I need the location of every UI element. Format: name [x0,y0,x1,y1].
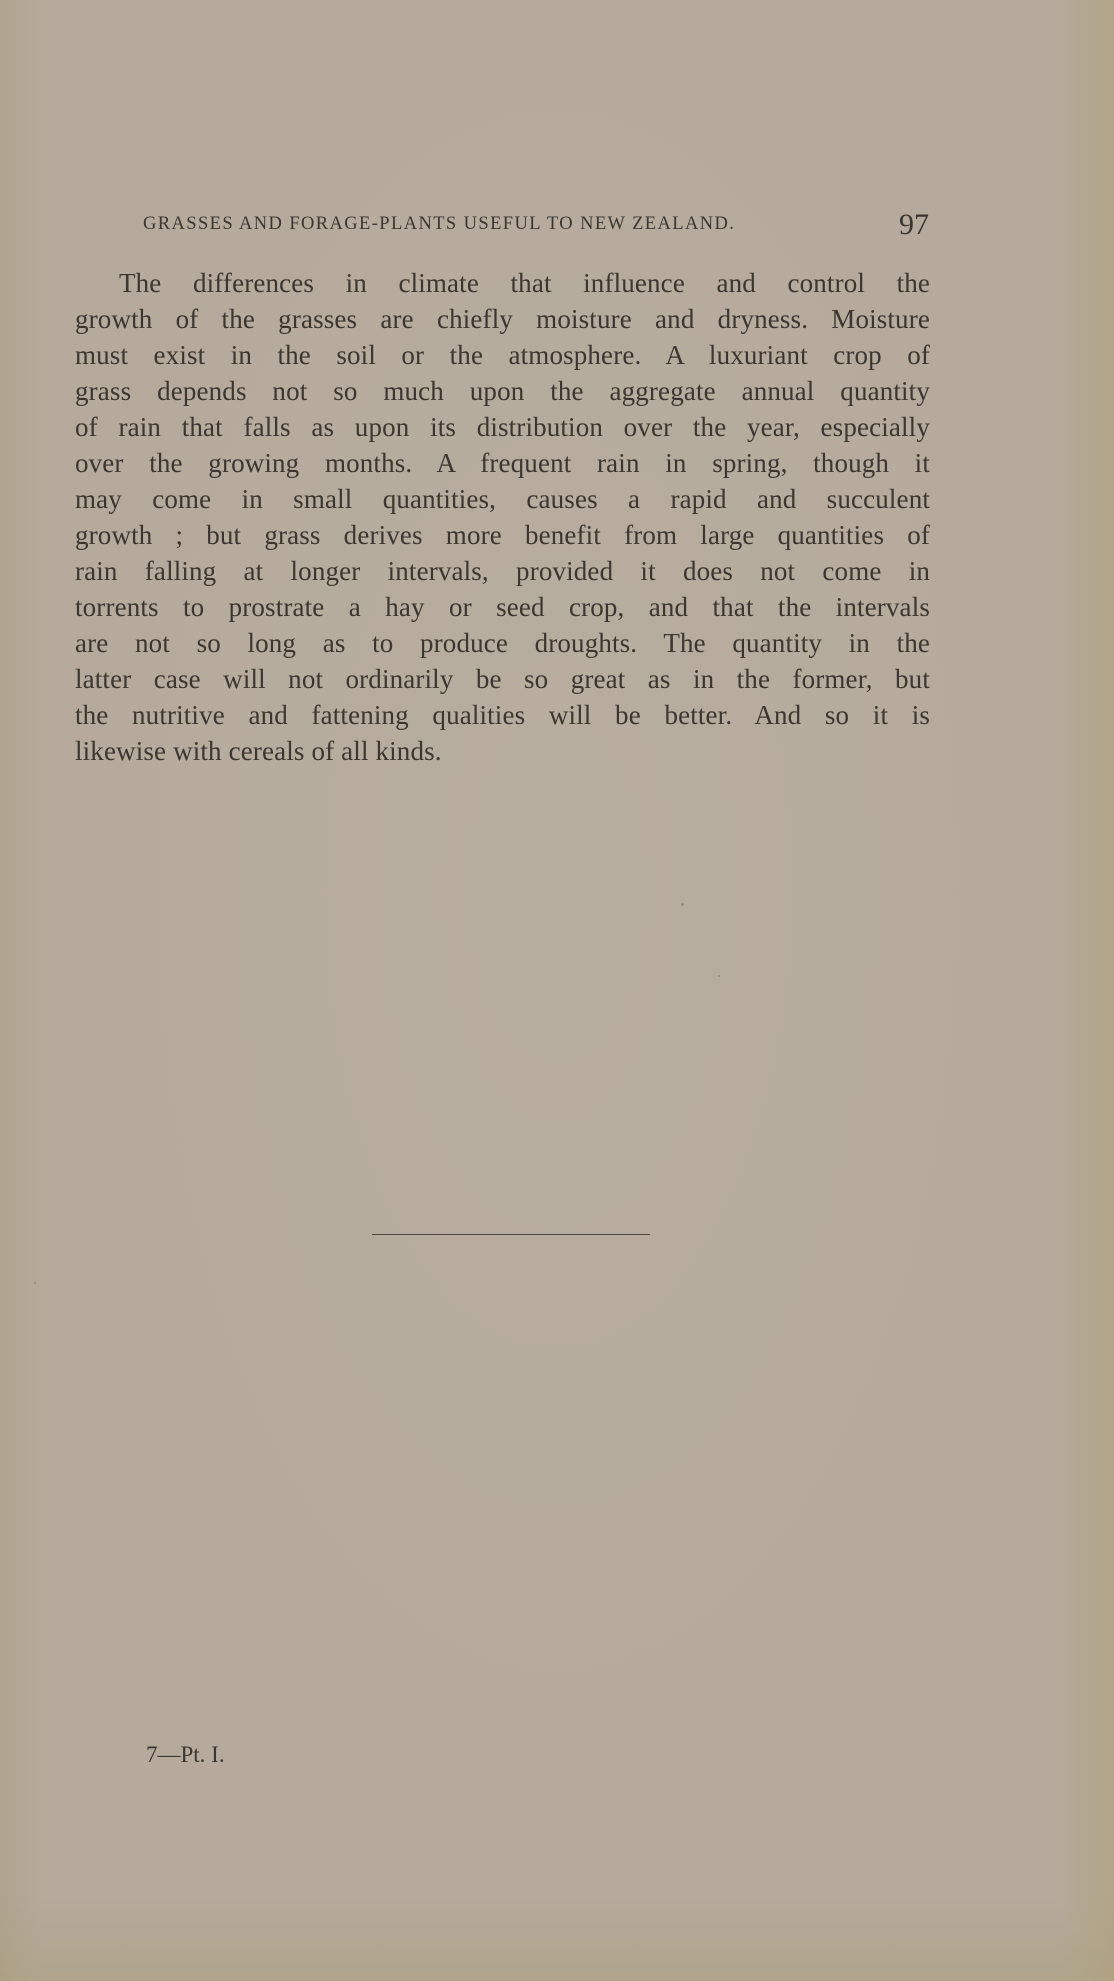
running-head [143,208,929,242]
section-end-rule [372,1234,650,1235]
page-number: 97 [899,208,929,241]
paragraph-line: must exist in the soil or the atmosphere. A luxuriant crop of [75,340,930,370]
paragraph-line: grass depends not so much upon the aggregate annual quantity [75,376,930,406]
paragraph-line: The differences in climate that influence and control the [119,268,930,298]
paragraph-line: are not so long as to produce droughts. The quantity in the [75,628,930,658]
running-title: GRASSES AND FORAGE-PLANTS USEFUL TO NEW ZEALAND. [143,214,736,234]
paragraph-line: growth of the grasses are chiefly moisture and dryness. Moisture [75,304,930,334]
paragraph-line: rain falling at longer intervals, provided it does not come in [75,556,930,586]
paragraph-line: latter case will not ordinarily be so great as in the former, but [75,664,930,694]
paragraph-line: growth ; but grass derives more benefit from large quantities of [75,520,930,550]
paragraph-line-last: likewise with cereals of all kinds. [75,736,442,766]
paragraph-line: over the growing months. A frequent rain in spring, though it [75,448,930,478]
paper-speck [718,975,720,977]
paragraph-line: may come in small quantities, causes a rapid and succulent [75,484,930,514]
paragraph-line: of rain that falls as upon its distribution over the year, especially [75,412,930,442]
paragraph-line: torrents to prostrate a hay or seed crop, and that the intervals [75,592,930,622]
paper-speck [34,1282,36,1284]
printer-signature-mark: 7—Pt. I. [146,1742,225,1767]
body-paragraph [75,265,930,769]
paper-speck [681,903,684,906]
paragraph-line: the nutritive and fattening qualities will be better. And so it is [75,700,930,730]
